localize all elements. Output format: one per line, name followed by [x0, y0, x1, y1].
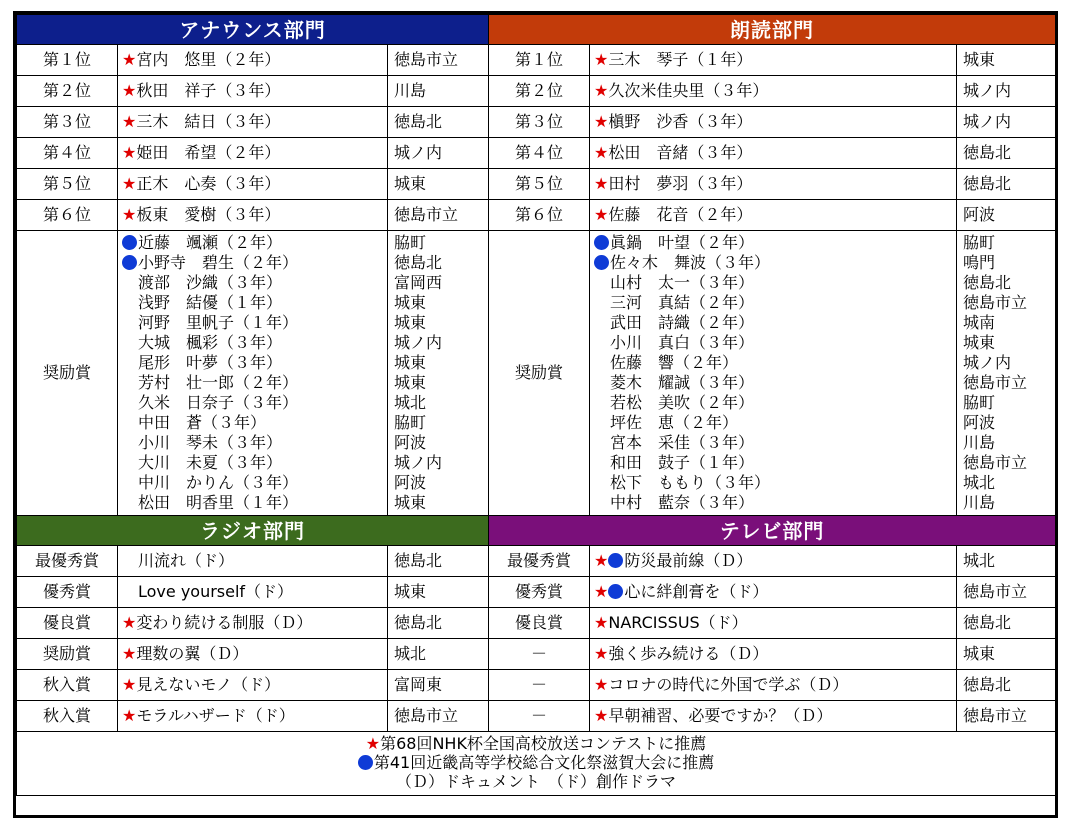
announce-encourage-school: 城東 [394, 293, 427, 312]
announce-encourage-name: 久米 日奈子（３年） [138, 393, 299, 412]
radio-school: 徳島北 [388, 608, 489, 639]
star-icon: ★ [122, 644, 137, 663]
tv-title: 防災最前線（Ｄ） [624, 551, 753, 570]
announce-encourage-name: 芳村 壮一郎（２年） [138, 373, 299, 392]
tv-school: 徳島北 [957, 670, 1056, 701]
announce-rank: 第２位 [17, 76, 118, 107]
tv-title-cell [590, 639, 957, 670]
reading-encourage-item [594, 493, 956, 513]
reading-encourage-item [594, 293, 956, 313]
announce-school: 徳島市立 [388, 45, 489, 76]
reading-encourage-item [594, 373, 956, 393]
legend-notes [17, 732, 1056, 796]
rank-row [17, 76, 1056, 107]
announce-encourage-name: 中川 かりん（３年） [138, 473, 299, 492]
star-icon: ★ [122, 706, 137, 725]
reading-rank: 第５位 [489, 169, 590, 200]
reading-encourage-item [594, 253, 956, 273]
announce-encourage-item [122, 273, 387, 293]
announce-encourage-item [122, 293, 387, 313]
announce-name: 板東 愛樹（３年） [136, 205, 281, 224]
announce-school: 徳島市立 [388, 200, 489, 231]
announce-name: 宮内 悠里（２年） [136, 50, 281, 69]
announce-encourage-school: 脇町 [394, 233, 427, 252]
blue-dot-icon [594, 235, 609, 250]
reading-encourage-school: 徳島市立 [963, 293, 1028, 312]
radio-title-cell [118, 670, 388, 701]
radio-title: 変わり続ける制服（Ｄ） [136, 613, 313, 632]
announce-encourage-item [122, 373, 387, 393]
reading-encourage-name: 眞鍋 叶望（２年） [610, 233, 755, 252]
announce-encourage-school: 城北 [394, 393, 427, 412]
announce-encourage-item [122, 453, 387, 473]
award-row [17, 608, 1056, 639]
announce-encourage-school: 城東 [394, 313, 427, 332]
reading-rank: 第２位 [489, 76, 590, 107]
announce-encourage-school: 城東 [394, 373, 427, 392]
reading-encourage-item [594, 473, 956, 493]
star-icon: ★ [594, 551, 609, 570]
tv-school: 城北 [957, 546, 1056, 577]
radio-title-cell [118, 701, 388, 732]
star-icon: ★ [594, 50, 609, 69]
star-icon: ★ [594, 644, 609, 663]
reading-encourage-school: 城北 [963, 473, 996, 492]
award-row [17, 639, 1056, 670]
reading-encourage-name: 松下 ももり（３年） [610, 473, 771, 492]
announce-rank: 第５位 [17, 169, 118, 200]
reading-name-cell [590, 107, 957, 138]
reading-encourage-school: 阿波 [963, 413, 996, 432]
star-icon: ★ [122, 112, 137, 131]
legend-abbrev-note: （Ｄ）ドキュメント （ド）創作ドラマ [396, 772, 677, 791]
reading-encourage-school: 脇町 [963, 393, 996, 412]
reading-encourage-label: 奨励賞 [489, 231, 590, 516]
announce-name: 三木 結日（３年） [136, 112, 281, 131]
tv-title-cell [590, 701, 957, 732]
rank-row [17, 169, 1056, 200]
blue-dot-icon [608, 584, 623, 599]
reading-encourage-schools [957, 231, 1056, 516]
reading-encourage-school: 鳴門 [963, 253, 996, 272]
star-icon: ★ [122, 81, 137, 100]
announce-encourage-name: 浅野 結優（１年） [138, 293, 283, 312]
announce-encourage-item [122, 433, 387, 453]
star-icon: ★ [594, 174, 609, 193]
announce-encourage-item [122, 473, 387, 493]
reading-encourage-school: 川島 [963, 493, 996, 512]
announce-name-cell [118, 138, 388, 169]
radio-award: 優良賞 [17, 608, 118, 639]
reading-name: 三木 琴子（１年） [608, 50, 753, 69]
tv-award: － [489, 639, 590, 670]
announce-encourage-item [122, 333, 387, 353]
announce-encourage-school: 城ノ内 [394, 453, 443, 472]
reading-name: 槇野 沙香（３年） [608, 112, 753, 131]
announce-school: 徳島北 [388, 107, 489, 138]
reading-encourage-school: 川島 [963, 433, 996, 452]
tv-title: NARCISSUS（ド） [608, 613, 748, 632]
reading-name-cell [590, 45, 957, 76]
reading-encourage-name: 坪佐 恵（２年） [610, 413, 739, 432]
announce-encourage-item [122, 313, 387, 333]
tv-school: 徳島北 [957, 608, 1056, 639]
announce-encourage-name: 小野寺 碧生（２年） [138, 253, 299, 272]
reading-encourage-school: 徳島市立 [963, 453, 1028, 472]
tv-title: 心に絆創膏を（ド） [624, 582, 769, 601]
reading-school: 徳島北 [957, 169, 1056, 200]
radio-award: 奨励賞 [17, 639, 118, 670]
reading-encourage-school: 城ノ内 [963, 353, 1012, 372]
reading-encourage-item [594, 453, 956, 473]
tv-title-cell [590, 608, 957, 639]
reading-encourage-item [594, 233, 956, 253]
reading-school: 城ノ内 [957, 107, 1056, 138]
blue-dot-icon [122, 235, 137, 250]
star-icon: ★ [122, 143, 137, 162]
reading-encourage-item [594, 333, 956, 353]
tv-award: 優秀賞 [489, 577, 590, 608]
reading-school: 城ノ内 [957, 76, 1056, 107]
radio-award: 優秀賞 [17, 577, 118, 608]
results-table-frame [13, 11, 1058, 818]
reading-name-cell [590, 138, 957, 169]
announce-encourage-schools [388, 231, 489, 516]
announce-name-cell [118, 200, 388, 231]
announce-encourage-name: 渡部 沙織（３年） [138, 273, 283, 292]
radio-title-cell [118, 608, 388, 639]
announce-encourage-name: 大城 楓彩（３年） [138, 333, 283, 352]
announce-encourage-item [122, 353, 387, 373]
reading-section-header: 朗読部門 [489, 15, 1056, 45]
tv-award: 最優秀賞 [489, 546, 590, 577]
reading-encourage-school: 徳島市立 [963, 373, 1028, 392]
reading-school: 徳島北 [957, 138, 1056, 169]
announce-section-header: アナウンス部門 [17, 15, 489, 45]
star-icon: ★ [122, 675, 137, 694]
reading-rank: 第３位 [489, 107, 590, 138]
award-row [17, 577, 1056, 608]
award-row [17, 701, 1056, 732]
star-icon: ★ [594, 112, 609, 131]
results-table [16, 14, 1056, 796]
reading-encourage-name: 武田 詩織（２年） [610, 313, 755, 332]
tv-school: 徳島市立 [957, 577, 1056, 608]
announce-encourage-item [122, 253, 387, 273]
reading-rank: 第４位 [489, 138, 590, 169]
announce-name: 姫田 希望（２年） [136, 143, 281, 162]
announce-school: 川島 [388, 76, 489, 107]
reading-encourage-item [594, 273, 956, 293]
reading-encourage-school: 脇町 [963, 233, 996, 252]
announce-encourage-name: 小川 琴未（３年） [138, 433, 283, 452]
announce-encourage-name: 中田 蒼（３年） [138, 413, 267, 432]
radio-title: 理数の翼（Ｄ） [136, 644, 249, 663]
reading-name: 佐藤 花音（２年） [608, 205, 753, 224]
blue-dot-icon [358, 755, 373, 770]
tv-title: コロナの時代に外国で学ぶ（Ｄ） [608, 675, 849, 694]
star-icon: ★ [365, 734, 381, 753]
star-icon: ★ [594, 81, 609, 100]
announce-name-cell [118, 45, 388, 76]
announce-encourage-name: 河野 里帆子（１年） [138, 313, 299, 332]
announce-encourage-school: 脇町 [394, 413, 427, 432]
radio-title: 川流れ（ド） [138, 551, 235, 570]
reading-school: 阿波 [957, 200, 1056, 231]
star-icon: ★ [594, 613, 609, 632]
announce-encourage-school: 徳島北 [394, 253, 443, 272]
radio-award: 秋入賞 [17, 670, 118, 701]
reading-encourage-name: 菱木 耀誠（３年） [610, 373, 755, 392]
radio-school: 徳島北 [388, 546, 489, 577]
radio-title: モラルハザード（ド） [136, 706, 295, 725]
star-icon: ★ [122, 174, 137, 193]
announce-encourage-item [122, 413, 387, 433]
announce-name: 秋田 祥子（３年） [136, 81, 281, 100]
tv-title: 強く歩み続ける（Ｄ） [608, 644, 769, 663]
star-icon: ★ [122, 205, 137, 224]
announce-encourage-name: 尾形 叶夢（３年） [138, 353, 283, 372]
rank-row [17, 200, 1056, 231]
reading-name: 久次米佳央里（３年） [608, 81, 769, 100]
reading-encourage-item [594, 313, 956, 333]
reading-encourage-school: 城南 [963, 313, 996, 332]
star-icon: ★ [594, 143, 609, 162]
radio-school: 富岡東 [388, 670, 489, 701]
reading-encourage-name: 中村 藍奈（３年） [610, 493, 755, 512]
star-icon: ★ [594, 582, 609, 601]
announce-name-cell [118, 107, 388, 138]
announce-encourage-school: 富岡西 [394, 273, 443, 292]
announce-encourage-school: 阿波 [394, 433, 427, 452]
reading-encourage-item [594, 413, 956, 433]
award-row [17, 546, 1056, 577]
reading-encourage-school: 徳島北 [963, 273, 1012, 292]
rank-row [17, 107, 1056, 138]
radio-title-cell [118, 577, 388, 608]
announce-name-cell [118, 76, 388, 107]
blue-dot-icon [608, 553, 623, 568]
star-icon: ★ [594, 675, 609, 694]
rank-row [17, 45, 1056, 76]
reading-encourage-name: 佐藤 響（２年） [610, 353, 739, 372]
tv-title-cell [590, 577, 957, 608]
reading-encourage-school: 城東 [963, 333, 996, 352]
tv-award: 優良賞 [489, 608, 590, 639]
announce-name: 正木 心奏（３年） [136, 174, 281, 193]
reading-name: 田村 夢羽（３年） [608, 174, 753, 193]
announce-rank: 第３位 [17, 107, 118, 138]
announce-school: 城ノ内 [388, 138, 489, 169]
rank-row [17, 138, 1056, 169]
reading-encourage-names [590, 231, 957, 516]
reading-rank: 第６位 [489, 200, 590, 231]
tv-award: － [489, 701, 590, 732]
legend-dot-note: 第41回近畿高等学校総合文化祭滋賀大会に推薦 [17, 753, 1055, 772]
announce-name-cell [118, 169, 388, 200]
reading-encourage-name: 三河 真結（２年） [610, 293, 755, 312]
tv-title-cell [590, 546, 957, 577]
announce-encourage-item [122, 233, 387, 253]
announce-rank: 第１位 [17, 45, 118, 76]
announce-encourage-names [118, 231, 388, 516]
reading-name-cell [590, 200, 957, 231]
reading-encourage-name: 小川 真白（３年） [610, 333, 755, 352]
radio-school: 城東 [388, 577, 489, 608]
announce-encourage-name: 大川 未夏（３年） [138, 453, 283, 472]
tv-award: － [489, 670, 590, 701]
announce-rank: 第６位 [17, 200, 118, 231]
star-icon: ★ [594, 205, 609, 224]
announce-rank: 第４位 [17, 138, 118, 169]
tv-title: 早朝補習、必要ですか？（Ｄ） [608, 706, 833, 725]
announce-encourage-school: 城東 [394, 353, 427, 372]
star-icon: ★ [122, 50, 137, 69]
reading-encourage-item [594, 353, 956, 373]
reading-encourage-item [594, 393, 956, 413]
radio-award: 秋入賞 [17, 701, 118, 732]
announce-school: 城東 [388, 169, 489, 200]
reading-encourage-name: 佐々木 舞波（３年） [610, 253, 771, 272]
radio-title: Love yourself（ド） [138, 582, 294, 601]
blue-dot-icon [594, 255, 609, 270]
star-icon: ★ [122, 613, 137, 632]
radio-title-cell [118, 546, 388, 577]
reading-encourage-item [594, 433, 956, 453]
reading-encourage-name: 若松 美吹（２年） [610, 393, 755, 412]
tv-school: 徳島市立 [957, 701, 1056, 732]
legend-star-note: ★第68回NHK杯全国高校放送コンテストに推薦 [365, 734, 707, 753]
reading-school: 城東 [957, 45, 1056, 76]
tv-section-header: テレビ部門 [489, 516, 1056, 546]
star-icon: ★ [594, 706, 609, 725]
reading-name-cell [590, 169, 957, 200]
radio-award: 最優秀賞 [17, 546, 118, 577]
announce-encourage-name: 近藤 颯瀬（２年） [138, 233, 283, 252]
radio-school: 城北 [388, 639, 489, 670]
radio-section-header: ラジオ部門 [17, 516, 489, 546]
blue-dot-icon [122, 255, 137, 270]
reading-name-cell [590, 76, 957, 107]
announce-encourage-school: 阿波 [394, 473, 427, 492]
tv-school: 城東 [957, 639, 1056, 670]
reading-name: 松田 音緒（３年） [608, 143, 753, 162]
announce-encourage-name: 松田 明香里（１年） [138, 493, 299, 512]
announce-encourage-item [122, 393, 387, 413]
reading-encourage-name: 和田 鼓子（１年） [610, 453, 755, 472]
tv-title-cell [590, 670, 957, 701]
reading-encourage-name: 宮本 采佳（３年） [610, 433, 755, 452]
radio-title: 見えないモノ（ド） [136, 675, 281, 694]
reading-rank: 第１位 [489, 45, 590, 76]
radio-school: 徳島市立 [388, 701, 489, 732]
announce-encourage-school: 城東 [394, 493, 427, 512]
announce-encourage-label: 奨励賞 [17, 231, 118, 516]
announce-encourage-item [122, 493, 387, 513]
radio-title-cell [118, 639, 388, 670]
award-row [17, 670, 1056, 701]
reading-encourage-name: 山村 太一（３年） [610, 273, 755, 292]
announce-encourage-school: 城ノ内 [394, 333, 443, 352]
